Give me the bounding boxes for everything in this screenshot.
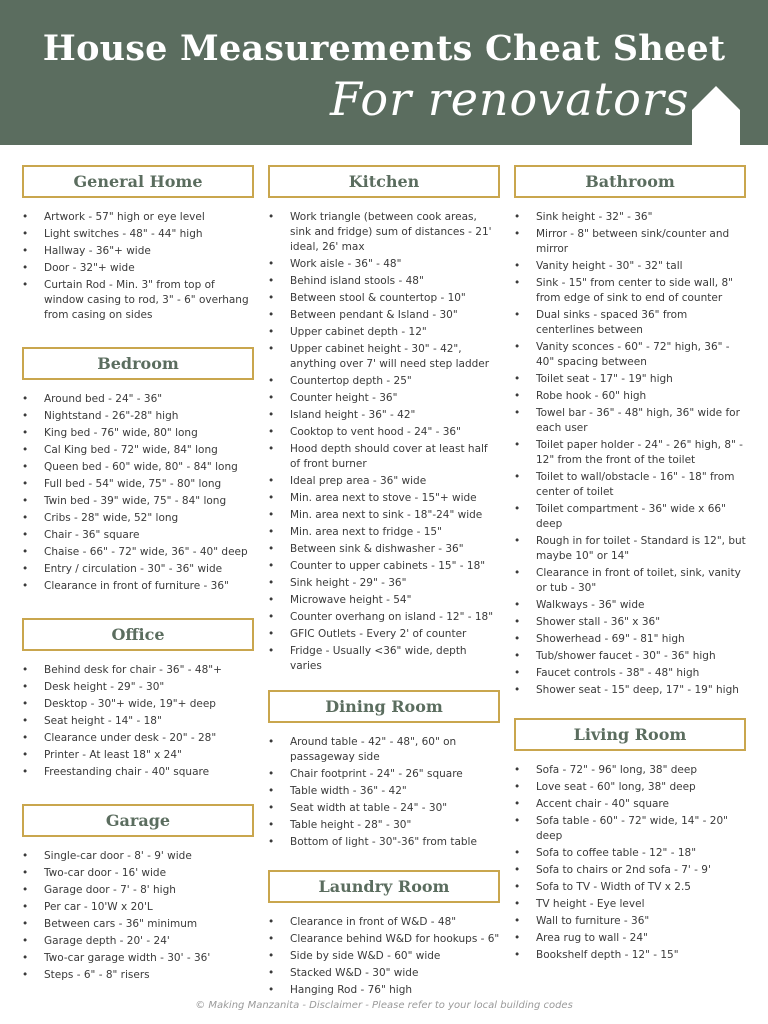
list-item: • Hood depth should cover at least half of front burner	[268, 442, 500, 472]
column-middle	[268, 165, 500, 1018]
list-item: • Side by side W&D - 60" wide	[268, 949, 500, 964]
list-item: • Table height - 28" - 30"	[268, 818, 500, 833]
list-item: • Chaise - 66" - 72" wide, 36" - 40" deep	[22, 545, 254, 560]
list-item: • Toilet seat - 17" - 19" high	[514, 372, 746, 387]
list-item: • Cooktop to vent hood - 24" - 36"	[268, 425, 500, 440]
list-item: • Behind desk for chair - 36" - 48"+	[22, 663, 254, 678]
section-bathroom	[514, 165, 746, 698]
list-item: • Garage door - 7' - 8' high	[22, 883, 254, 898]
section-heading: General Home	[22, 165, 254, 198]
list-item: • Shower seat - 15" deep, 17" - 19" high	[514, 683, 746, 698]
item-list	[268, 735, 500, 850]
item-list	[514, 210, 746, 698]
list-item: • Clearance in front of furniture - 36"	[22, 579, 254, 594]
list-item: • Min. area next to stove - 15"+ wide	[268, 491, 500, 506]
list-item: • Countertop depth - 25"	[268, 374, 500, 389]
list-item: • GFIC Outlets - Every 2' of counter	[268, 627, 500, 642]
list-item: • Upper cabinet depth - 12"	[268, 325, 500, 340]
section-garage	[22, 804, 254, 983]
list-item: • Curtain Rod - Min. 3" from top of window casing to rod, 3" - 6" overhang from casing on sides	[22, 278, 254, 323]
column-left	[22, 165, 254, 1003]
list-item: • Sink height - 29" - 36"	[268, 576, 500, 591]
section-laundry-room	[268, 870, 500, 998]
item-list	[268, 210, 500, 674]
item-list	[22, 210, 254, 323]
list-item: • Upper cabinet height - 30" - 42", anything over 7' will need step ladder	[268, 342, 500, 372]
list-item: • Min. area next to fridge - 15"	[268, 525, 500, 540]
list-item: • Microwave height - 54"	[268, 593, 500, 608]
list-item: • Accent chair - 40" square	[514, 797, 746, 812]
footer-disclaimer: © Making Manzanita - Disclaimer - Please refer to your local building codes	[195, 1000, 573, 1011]
list-item: • Work triangle (between cook areas, sink and fridge) sum of distances - 21' ideal, 26' max	[268, 210, 500, 255]
list-item: • Counter overhang on island - 12" - 18"	[268, 610, 500, 625]
list-item: • Nightstand - 26"-28" high	[22, 409, 254, 424]
list-item: • Two-car garage width - 30' - 36'	[22, 951, 254, 966]
page-title: House Measurements Cheat Sheet	[42, 28, 726, 69]
list-item: • Chair - 36" square	[22, 528, 254, 543]
list-item: • Toilet paper holder - 24" - 26" high, 8" - 12" from the front of the toilet	[514, 438, 746, 468]
list-item: • Walkways - 36" wide	[514, 598, 746, 613]
list-item: • Desk height - 29" - 30"	[22, 680, 254, 695]
list-item: • Around table - 42" - 48", 60" on passageway side	[268, 735, 500, 765]
section-kitchen	[268, 165, 500, 674]
list-item: • Robe hook - 60" high	[514, 389, 746, 404]
item-list	[268, 915, 500, 998]
list-item: • Faucet controls - 38" - 48" high	[514, 666, 746, 681]
list-item: • Dual sinks - spaced 36" from centerlines between	[514, 308, 746, 338]
list-item: • Artwork - 57" high or eye level	[22, 210, 254, 225]
list-item: • Area rug to wall - 24"	[514, 931, 746, 946]
list-item: • Clearance under desk - 20" - 28"	[22, 731, 254, 746]
list-item: • Toilet to wall/obstacle - 16" - 18" from center of toilet	[514, 470, 746, 500]
list-item: • Clearance behind W&D for hookups - 6"	[268, 932, 500, 947]
list-item: • Ideal prep area - 36" wide	[268, 474, 500, 489]
list-item: • Between stool & countertop - 10"	[268, 291, 500, 306]
list-item: • Between sink & dishwasher - 36"	[268, 542, 500, 557]
list-item: • Full bed - 54" wide, 75" - 80" long	[22, 477, 254, 492]
list-item: • Stacked W&D - 30" wide	[268, 966, 500, 981]
list-item: • Cal King bed - 72" wide, 84" long	[22, 443, 254, 458]
list-item: • Steps - 6" - 8" risers	[22, 968, 254, 983]
list-item: • Sofa to chairs or 2nd sofa - 7' - 9'	[514, 863, 746, 878]
section-dining-room	[268, 690, 500, 850]
section-heading: Bathroom	[514, 165, 746, 198]
list-item: • Love seat - 60" long, 38" deep	[514, 780, 746, 795]
list-item: • Chair footprint - 24" - 26" square	[268, 767, 500, 782]
section-living-room	[514, 718, 746, 963]
list-item: • Bottom of light - 30"-36" from table	[268, 835, 500, 850]
item-list	[22, 849, 254, 983]
list-item: • Island height - 36" - 42"	[268, 408, 500, 423]
list-item: • Two-car door - 16' wide	[22, 866, 254, 881]
item-list	[22, 663, 254, 780]
item-list	[514, 763, 746, 963]
section-general-home	[22, 165, 254, 323]
list-item: • Sofa table - 60" - 72" wide, 14" - 20" deep	[514, 814, 746, 844]
list-item: • Hallway - 36"+ wide	[22, 244, 254, 259]
list-item: • Sink height - 32" - 36"	[514, 210, 746, 225]
list-item: • Sink - 15" from center to side wall, 8" from edge of sink to end of counter	[514, 276, 746, 306]
list-item: • Sofa - 72" - 96" long, 38" deep	[514, 763, 746, 778]
section-heading: Laundry Room	[268, 870, 500, 903]
column-right	[514, 165, 746, 983]
section-heading: Office	[22, 618, 254, 651]
list-item: • Vanity sconces - 60" - 72" high, 36" - 40" spacing between	[514, 340, 746, 370]
list-item: • Per car - 10'W x 20'L	[22, 900, 254, 915]
list-item: • Garage depth - 20' - 24'	[22, 934, 254, 949]
list-item: • Entry / circulation - 30" - 36" wide	[22, 562, 254, 577]
list-item: • Single-car door - 8' - 9' wide	[22, 849, 254, 864]
list-item: • Around bed - 24" - 36"	[22, 392, 254, 407]
list-item: • Towel bar - 36" - 48" high, 36" wide for each user	[514, 406, 746, 436]
list-item: • Seat width at table - 24" - 30"	[268, 801, 500, 816]
house-icon	[692, 86, 740, 145]
list-item: • Clearance in front of W&D - 48"	[268, 915, 500, 930]
section-heading: Garage	[22, 804, 254, 837]
list-item: • Printer - At least 18" x 24"	[22, 748, 254, 763]
list-item: • Sofa to TV - Width of TV x 2.5	[514, 880, 746, 895]
list-item: • Door - 32"+ wide	[22, 261, 254, 276]
section-heading: Living Room	[514, 718, 746, 751]
list-item: • Min. area next to sink - 18"-24" wide	[268, 508, 500, 523]
list-item: • Wall to furniture - 36"	[514, 914, 746, 929]
list-item: • Counter to upper cabinets - 15" - 18"	[268, 559, 500, 574]
list-item: • Desktop - 30"+ wide, 19"+ deep	[22, 697, 254, 712]
section-heading: Kitchen	[268, 165, 500, 198]
item-list	[22, 392, 254, 594]
list-item: • Tub/shower faucet - 30" - 36" high	[514, 649, 746, 664]
section-heading: Bedroom	[22, 347, 254, 380]
list-item: • Queen bed - 60" wide, 80" - 84" long	[22, 460, 254, 475]
list-item: • Shower stall - 36" x 36"	[514, 615, 746, 630]
section-heading: Dining Room	[268, 690, 500, 723]
list-item: • Seat height - 14" - 18"	[22, 714, 254, 729]
list-item: • Work aisle - 36" - 48"	[268, 257, 500, 272]
list-item: • Clearance in front of toilet, sink, vanity or tub - 30"	[514, 566, 746, 596]
list-item: • Bookshelf depth - 12" - 15"	[514, 948, 746, 963]
page-subtitle: For renovators	[330, 72, 690, 126]
list-item: • Light switches - 48" - 44" high	[22, 227, 254, 242]
list-item: • Vanity height - 30" - 32" tall	[514, 259, 746, 274]
list-item: • Showerhead - 69" - 81" high	[514, 632, 746, 647]
list-item: • Toilet compartment - 36" wide x 66" deep	[514, 502, 746, 532]
list-item: • Counter height - 36"	[268, 391, 500, 406]
list-item: • Between pendant & Island - 30"	[268, 308, 500, 323]
header-banner	[0, 0, 768, 145]
list-item: • King bed - 76" wide, 80" long	[22, 426, 254, 441]
list-item: • Mirror - 8" between sink/counter and mirror	[514, 227, 746, 257]
list-item: • Freestanding chair - 40" square	[22, 765, 254, 780]
list-item: • Hanging Rod - 76" high	[268, 983, 500, 998]
section-office	[22, 618, 254, 780]
list-item: • Behind island stools - 48"	[268, 274, 500, 289]
list-item: • Twin bed - 39" wide, 75" - 84" long	[22, 494, 254, 509]
list-item: • Sofa to coffee table - 12" - 18"	[514, 846, 746, 861]
list-item: • Between cars - 36" minimum	[22, 917, 254, 932]
list-item: • Table width - 36" - 42"	[268, 784, 500, 799]
list-item: • Rough in for toilet - Standard is 12", but maybe 10" or 14"	[514, 534, 746, 564]
list-item: • Fridge - Usually <36" wide, depth varies	[268, 644, 500, 674]
list-item: • TV height - Eye level	[514, 897, 746, 912]
section-bedroom	[22, 347, 254, 594]
list-item: • Cribs - 28" wide, 52" long	[22, 511, 254, 526]
